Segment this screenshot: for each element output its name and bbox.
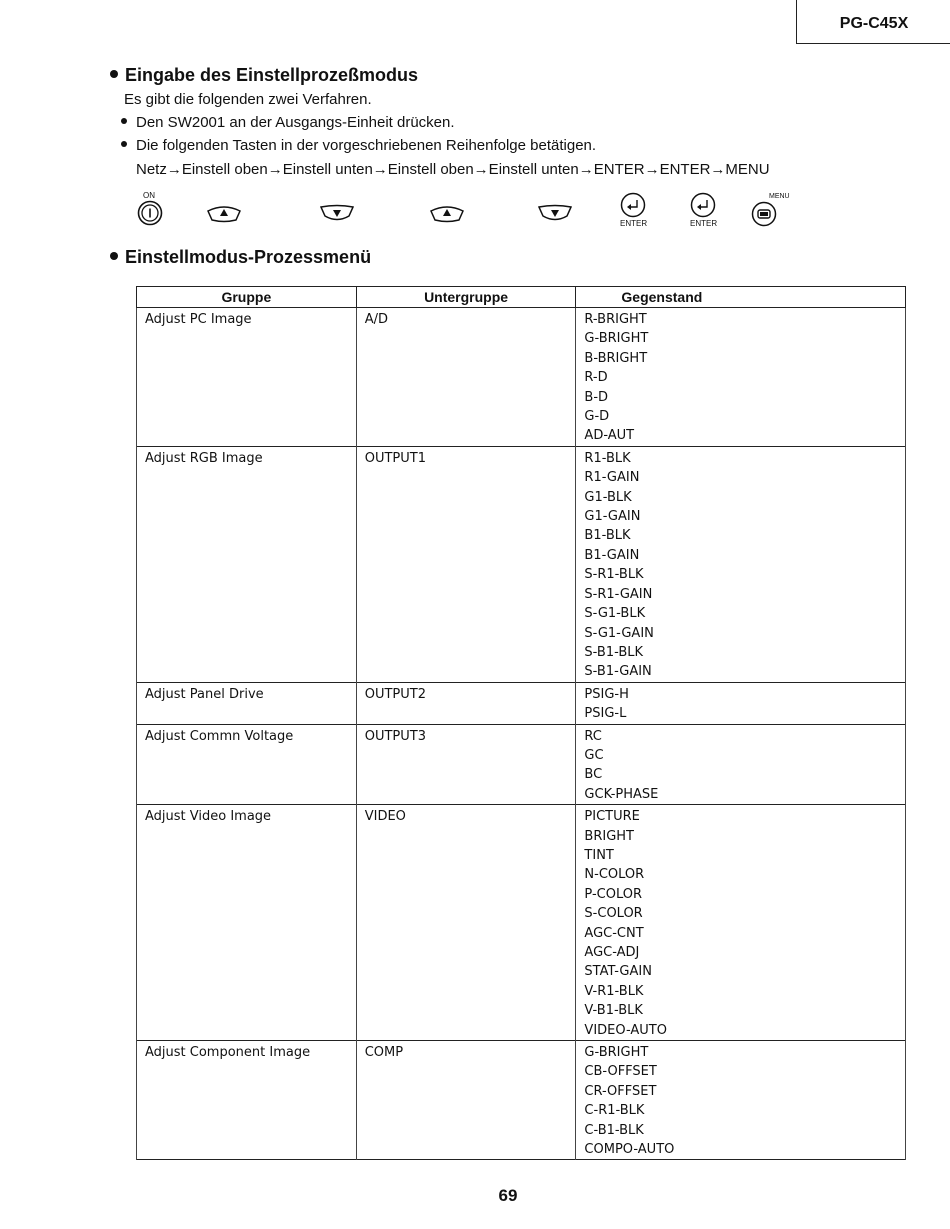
list-item: AGC-CNT xyxy=(584,925,644,941)
intro-text: Es gibt die folgenden zwei Verfahren. xyxy=(124,91,372,108)
section-menu-title xyxy=(110,247,371,268)
adjust-down-key-icon xyxy=(537,203,573,223)
list-item: G-D xyxy=(584,409,610,425)
model-label: PG-C45X xyxy=(839,15,909,32)
list-item: BRIGHT xyxy=(584,828,634,844)
method-bullet-2 xyxy=(121,137,596,154)
cell-items xyxy=(576,682,906,724)
list-item: G-BRIGHT xyxy=(584,1045,649,1061)
enter-key-icon xyxy=(690,192,716,218)
header-subgroup: Untergruppe xyxy=(356,287,576,308)
table-row xyxy=(137,805,906,1041)
list-item: R-D xyxy=(584,370,608,386)
method-bullet-2-text: Die folgenden Tasten in der vorgeschriebenen Reihenfolge betätigen. xyxy=(136,137,597,154)
cell-subgroup: VIDEO xyxy=(356,805,576,1041)
list-item: G1-BLK xyxy=(584,489,632,505)
list-item: S-R1-BLK xyxy=(584,567,644,583)
list-item: AD-AUT xyxy=(584,428,635,444)
list-item: COMPO-AUTO xyxy=(584,1142,675,1158)
list-item: V-B1-BLK xyxy=(584,1003,643,1019)
list-item: R1-BLK xyxy=(584,450,631,466)
list-item: TINT xyxy=(584,847,614,863)
cell-group: Adjust Component Image xyxy=(137,1041,357,1160)
key-sequence-text: Netz→Einstell oben→Einstell unten→Einstell oben→Einstell unten→ENTER→ENTER→MENU xyxy=(136,161,770,178)
bullet-icon xyxy=(121,141,127,147)
list-item: P-COLOR xyxy=(584,886,643,902)
header-item: Gegenstand xyxy=(576,287,906,308)
cell-subgroup: A/D xyxy=(356,308,576,447)
cell-group: Adjust Video Image xyxy=(137,805,357,1041)
cell-group: Adjust PC Image xyxy=(137,308,357,447)
table-row xyxy=(137,1041,906,1160)
menu-key-icon xyxy=(751,201,777,227)
bullet-icon xyxy=(110,252,118,260)
power-key-icon xyxy=(137,200,163,226)
model-header-box xyxy=(796,0,950,44)
list-item: G-BRIGHT xyxy=(584,331,649,347)
list-item: N-COLOR xyxy=(584,867,645,883)
table-row xyxy=(137,682,906,724)
table-row xyxy=(137,446,906,682)
list-item: GCK-PHASE xyxy=(584,786,659,802)
table-header-row xyxy=(137,287,906,308)
list-item: R1-GAIN xyxy=(584,470,640,486)
list-item: R-BRIGHT xyxy=(584,312,647,327)
enter-key-label: ENTER xyxy=(620,219,648,228)
list-item: VIDEO-AUTO xyxy=(584,1022,667,1038)
section-menu-title-text: Einstellmodus-Prozessmenü xyxy=(125,247,372,267)
table-row xyxy=(137,724,906,805)
list-item: B-BRIGHT xyxy=(584,350,648,366)
list-item: G1-GAIN xyxy=(584,509,641,525)
adjust-down-key-icon xyxy=(319,203,355,223)
method-bullet-1 xyxy=(121,114,455,131)
bullet-icon xyxy=(110,70,118,78)
list-item: S-B1-BLK xyxy=(584,644,644,660)
list-item: C-B1-BLK xyxy=(584,1122,644,1138)
table-row xyxy=(137,308,906,447)
list-item: AGC-ADJ xyxy=(584,945,640,960)
list-item: GC xyxy=(584,747,604,763)
list-item: PSIG-L xyxy=(584,706,627,722)
cell-group: Adjust RGB Image xyxy=(137,446,357,682)
list-item: PICTURE xyxy=(584,809,640,825)
header-group: Gruppe xyxy=(137,287,357,308)
list-item: V-R1-BLK xyxy=(584,983,644,999)
table-body xyxy=(137,308,906,1160)
list-item: PSIG-H xyxy=(584,686,629,702)
process-menu-table xyxy=(136,286,906,1160)
menu-key-label: MENU xyxy=(769,193,790,200)
list-item: RC xyxy=(584,728,602,744)
enter-key-icon xyxy=(620,192,646,218)
cell-items xyxy=(576,1041,906,1160)
list-item: B-D xyxy=(584,389,609,405)
cell-subgroup: COMP xyxy=(356,1041,576,1160)
list-item: CR-OFFSET xyxy=(584,1083,657,1099)
list-item: BC xyxy=(584,767,603,783)
cell-group: Adjust Panel Drive xyxy=(137,682,357,724)
list-item: S-G1-GAIN xyxy=(584,625,654,641)
section-entry-title xyxy=(110,65,418,86)
cell-items xyxy=(576,724,906,805)
list-item: B1-BLK xyxy=(584,528,631,544)
list-item: S-B1-GAIN xyxy=(584,664,652,680)
list-item: B1-GAIN xyxy=(584,547,640,563)
cell-subgroup: OUTPUT1 xyxy=(356,446,576,682)
bullet-icon xyxy=(121,118,127,124)
cell-items xyxy=(576,308,906,447)
cell-items xyxy=(576,805,906,1041)
list-item: S-R1-GAIN xyxy=(584,586,653,602)
list-item: S-G1-BLK xyxy=(584,606,646,622)
list-item: STAT-GAIN xyxy=(584,964,652,980)
section-entry-title-text: Eingabe des Einstellprozeßmodus xyxy=(125,65,419,85)
cell-subgroup: OUTPUT2 xyxy=(356,682,576,724)
on-key-label: ON xyxy=(143,191,155,200)
adjust-up-key-icon xyxy=(429,203,465,223)
cell-subgroup: OUTPUT3 xyxy=(356,724,576,805)
list-item: C-R1-BLK xyxy=(584,1103,645,1119)
page-number: 69 xyxy=(498,1186,518,1205)
cell-group: Adjust Commn Voltage xyxy=(137,724,357,805)
list-item: S-COLOR xyxy=(584,906,643,922)
enter-key-label: ENTER xyxy=(690,219,718,228)
cell-items xyxy=(576,446,906,682)
adjust-up-key-icon xyxy=(206,203,242,223)
list-item: CB-OFFSET xyxy=(584,1064,657,1080)
method-bullet-1-text: Den SW2001 an der Ausgangs-Einheit drücken. xyxy=(136,114,455,131)
